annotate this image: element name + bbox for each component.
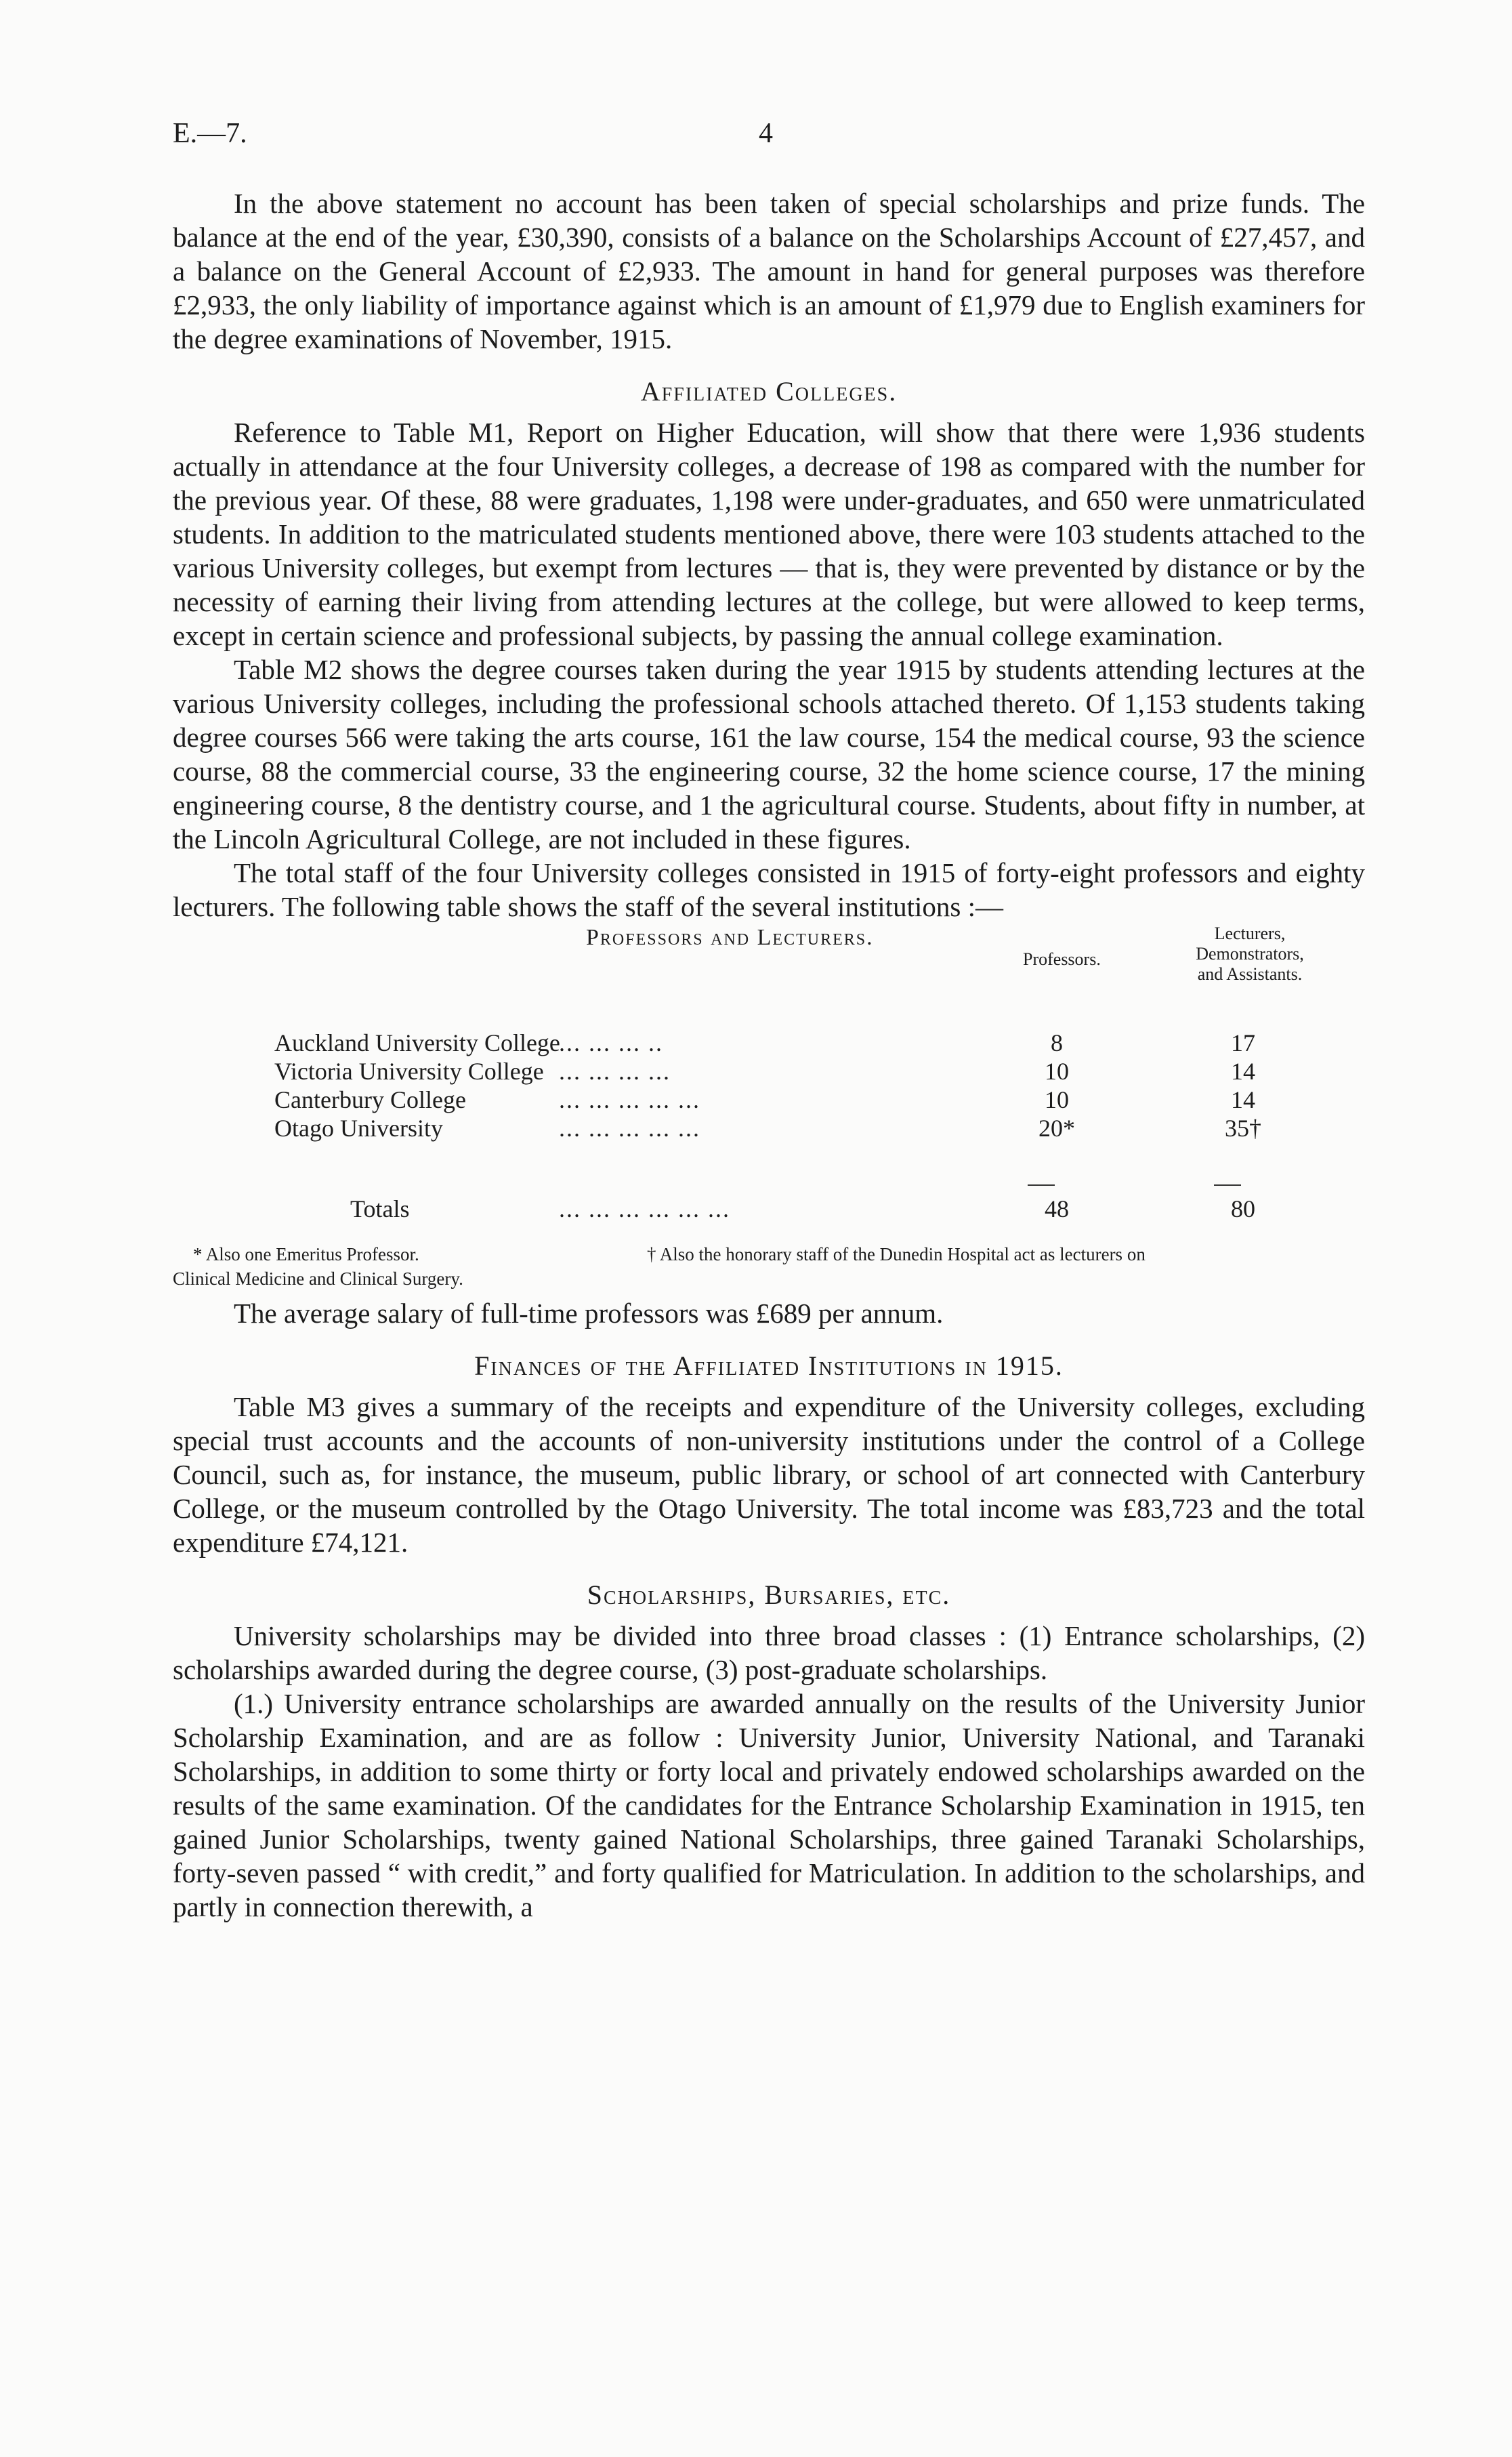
column-header-lecturers: Lecturers, Demonstrators, and Assistants.	[1196, 924, 1304, 984]
page-header	[173, 102, 1365, 149]
table-row: Victoria University College ... ... ... ... 10 14	[274, 1058, 1255, 1085]
table-row: Auckland University College ... ... ... .. 8 17	[274, 1029, 1255, 1056]
page-number: 4	[759, 118, 773, 149]
totals-rule	[1214, 1184, 1241, 1186]
column-header-professors: Professors.	[1023, 949, 1101, 969]
document-reference: E.—7.	[173, 118, 247, 149]
staff-table	[173, 924, 1365, 1242]
heading-finances: Finances of the Affiliated Institutions in 1915.	[474, 1350, 1064, 1381]
table-caption: Professors and Lecturers.	[586, 925, 874, 950]
paragraph-entrance-scholarships: (1.) University entrance scholarships are awarded annually on the results of the University Junior Scholarship Examination, and are as follow : University Junior, University National, and Taranaki Scholarships, in addition to some thirty or forty local and privately endowed scholarships awarded on the results of the same examination. Of the candidates for the Entrance Scholarship Examination in 1915, ten gained Junior Scholarships, twenty gained National Scholarships, three gained Taranaki Scholarships, forty-seven passed “ with credit,” and forty qualified for Matriculation. In addition to the scholarships, and partly in connection therewith, a	[173, 1688, 1365, 1922]
footnote-dagger: † Also the honorary staff of the Dunedin Hospital act as lecturers on	[647, 1244, 1146, 1264]
footnote-dagger-continued: Clinical Medicine and Clinical Surgery.	[173, 1268, 463, 1289]
paragraph-scholarship-classes: University scholarships may be divided into three broad classes : (1) Entrance scholarships, (2) scholarships awarded during the degree course, (3) post-graduate scholarships.	[173, 1620, 1365, 1685]
document-page	[173, 102, 1365, 1924]
footnote-star: * Also one Emeritus Professor.	[193, 1244, 419, 1264]
paragraph-finances: Table M3 gives a summary of the receipts and expenditure of the University colleges, excluding special trust accounts and the accounts of non-university institutions under the control of a College Council, such as, for instance, the museum, public library, or school of art connected with Canterbury College, or the museum controlled by the Otago University. The total income was £83,723 and the total expenditure £74,121.	[173, 1391, 1365, 1558]
paragraph-attendance: Reference to Table M1, Report on Higher Education, will show that there were 1,936 students actually in attendance at the four University colleges, a decrease of 198 as compared with the number for the previous year. Of these, 88 were graduates, 1,198 were under-graduates, and 650 were unmatriculated students. In addition to the matriculated students mentioned above, there were 103 students attached to the various University colleges, but exempt from lectures — that is, they were prevented by distance or by the necessity of earning their living from attending lectures at the college, but were allowed to keep terms, except in certain science and professional subjects, by passing the annual college examination.	[173, 417, 1365, 651]
table-footnotes	[173, 1242, 1365, 1296]
table-totals-row: Totals ... ... ... ... ... ... 48 80	[350, 1195, 1255, 1222]
heading-affiliated-colleges: Affiliated Colleges.	[640, 376, 898, 407]
paragraph-staff: The total staff of the four University colleges consisted in 1915 of forty-eight professors and eighty lecturers. The following table shows the staff of the several institutions :—	[173, 857, 1365, 922]
totals-rule	[1028, 1184, 1055, 1186]
heading-scholarships: Scholarships, Bursaries, etc.	[587, 1580, 951, 1610]
paragraph-salary: The average salary of full-time professors was £689 per annum.	[234, 1298, 944, 1329]
table-row: Canterbury College ... ... ... ... ... 10 14	[274, 1086, 1255, 1113]
paragraph-degree-courses: Table M2 shows the degree courses taken during the year 1915 by students attending lectures at the various University colleges, including the professional schools attached thereto. Of 1,153 students taking degree courses 566 were taking the arts course, 161 the law course, 154 the medical course, 93 the science course, 88 the commercial course, 33 the engineering course, 32 the home science course, 17 the mining engineering course, 8 the dentistry course, and 1 the agricultural course. Students, about fifty in number, at the Lincoln Agricultural College, are not included in these figures.	[173, 654, 1365, 854]
paragraph-statement: In the above statement no account has been taken of special scholarships and prize funds. The balance at the end of the year, £30,390, consists of a balance on the Scholarships Account of £27,457, and a balance on the General Account of £2,933. The amount in hand for general purposes was therefore £2,933, the only liability of importance against which is an amount of £1,979 due to English examiners for the degree examinations of November, 1915.	[173, 188, 1365, 354]
table-row: Otago University ... ... ... ... ... 20* 35†	[274, 1115, 1261, 1142]
